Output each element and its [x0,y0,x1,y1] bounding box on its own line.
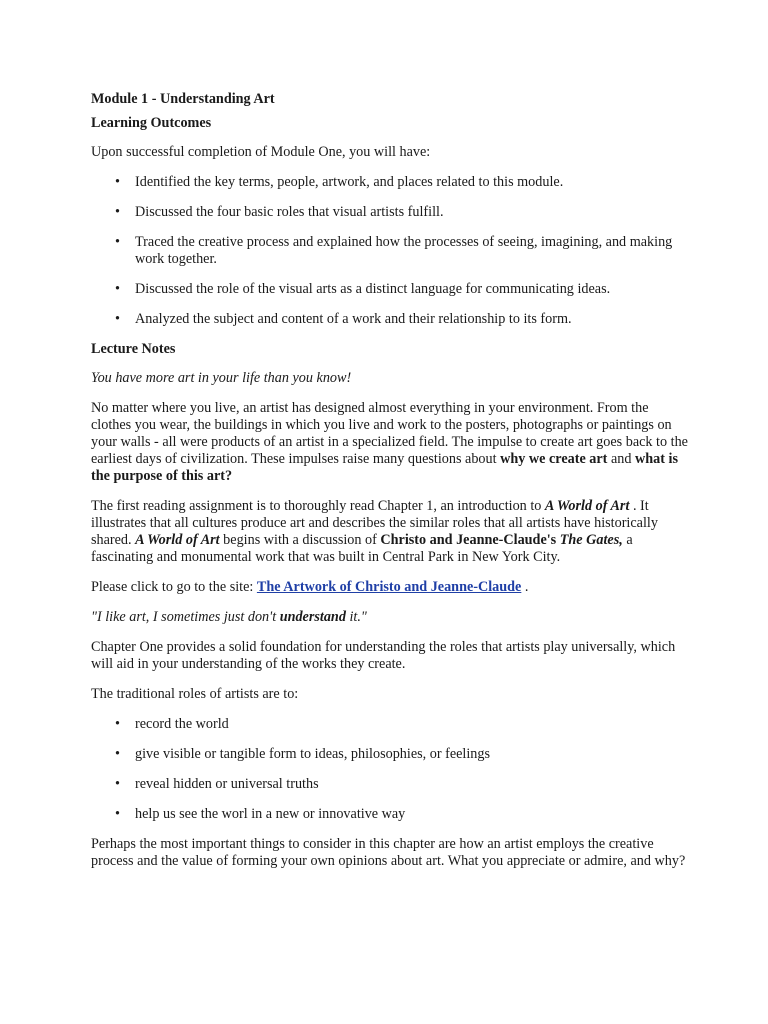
emphasis-purpose: what is the purpose of this art? [91,451,678,484]
list-item: • reveal hidden or universal truths [115,776,319,792]
list-item: • Traced the creative process and explained how the processes of seeing, imagining, and making work together. [115,234,673,267]
list-item: • help us see the worl in a new or innovative way [115,806,406,822]
quote-emphasis: understand [279,609,346,625]
list-item: • Discussed the four basic roles that visual artists fulfill. [115,204,444,220]
list-item: • give visible or tangible form to ideas, philosophies, or feelings [115,746,491,762]
bullet-icon: • [115,204,120,220]
learning-outcomes-heading: Learning Outcomes [91,115,212,131]
christo-artwork-link[interactable]: The Artwork of Christo and Jeanne-Claude [256,579,522,595]
roles-intro: The traditional roles of artists are to: [91,686,299,702]
outcomes-intro: Upon successful completion of Module One, you will have: [91,144,431,160]
bullet-icon: • [115,776,120,792]
bullet-icon: • [115,234,120,250]
chapter-one-paragraph: Chapter One provides a solid foundation for understanding the roles that artists play universally, which will aid in your understanding of the works they create. [91,639,676,672]
emphasis-why-create: why we create art [500,451,608,467]
artwork-title: The Gates, [559,532,623,548]
list-item: • Discussed the role of the visual arts as a distinct language for communicating ideas. [115,281,611,297]
reading-assignment-paragraph: The first reading assignment is to thoroughly read Chapter 1, an introduction to A World of Art . It illustrates that all cultures produce art and describes the similar roles that all artists have historically shared. A World of Art begins with a discussion of Christo and Jeanne-Claude's The Gates, a fascinating and monumental work that was built in Central Park in New York City. [91,498,658,565]
bullet-icon: • [115,716,120,732]
lecture-notes-heading: Lecture Notes [91,341,176,357]
closing-paragraph: Perhaps the most important things to consider in this chapter are how an artist employs the creative process and the value of forming your own opinions about art. What you appreciate or admire, and why? [91,836,686,869]
document-page [91,91,691,883]
book-title: A World of Art [135,532,220,548]
bullet-icon: • [115,746,120,762]
bullet-icon: • [115,806,120,822]
list-item: • record the world [115,716,229,732]
intro-paragraph: No matter where you live, an artist has designed almost everything in your environment. From the clothes you wear, the buildings in which you live and work to the posters, photographs or paintings on your walls - all were products of an artist in a specialized field. The impulse to create art goes back to the earliest days of civilization. These impulses raise many questions about why we create art and what is the purpose of this art? [91,400,688,484]
module-title: Module 1 - Understanding Art [91,91,275,107]
artist-names: Christo and Jeanne-Claude's [380,532,557,548]
outcomes-list [91,174,691,328]
bullet-icon: • [115,174,120,190]
list-item: • Identified the key terms, people, artwork, and places related to this module. [115,174,564,190]
quote: "I like art, I sometimes just don't understand it." [91,609,367,625]
bullet-icon: • [115,311,120,327]
bullet-icon: • [115,281,120,297]
site-link-paragraph: Please click to go to the site: The Artwork of Christo and Jeanne-Claude . [91,579,529,595]
book-title: A World of Art [544,498,630,514]
roles-list [91,716,691,823]
list-item: • Analyzed the subject and content of a work and their relationship to its form. [115,311,572,327]
lecture-tagline: You have more art in your life than you know! [91,370,352,386]
